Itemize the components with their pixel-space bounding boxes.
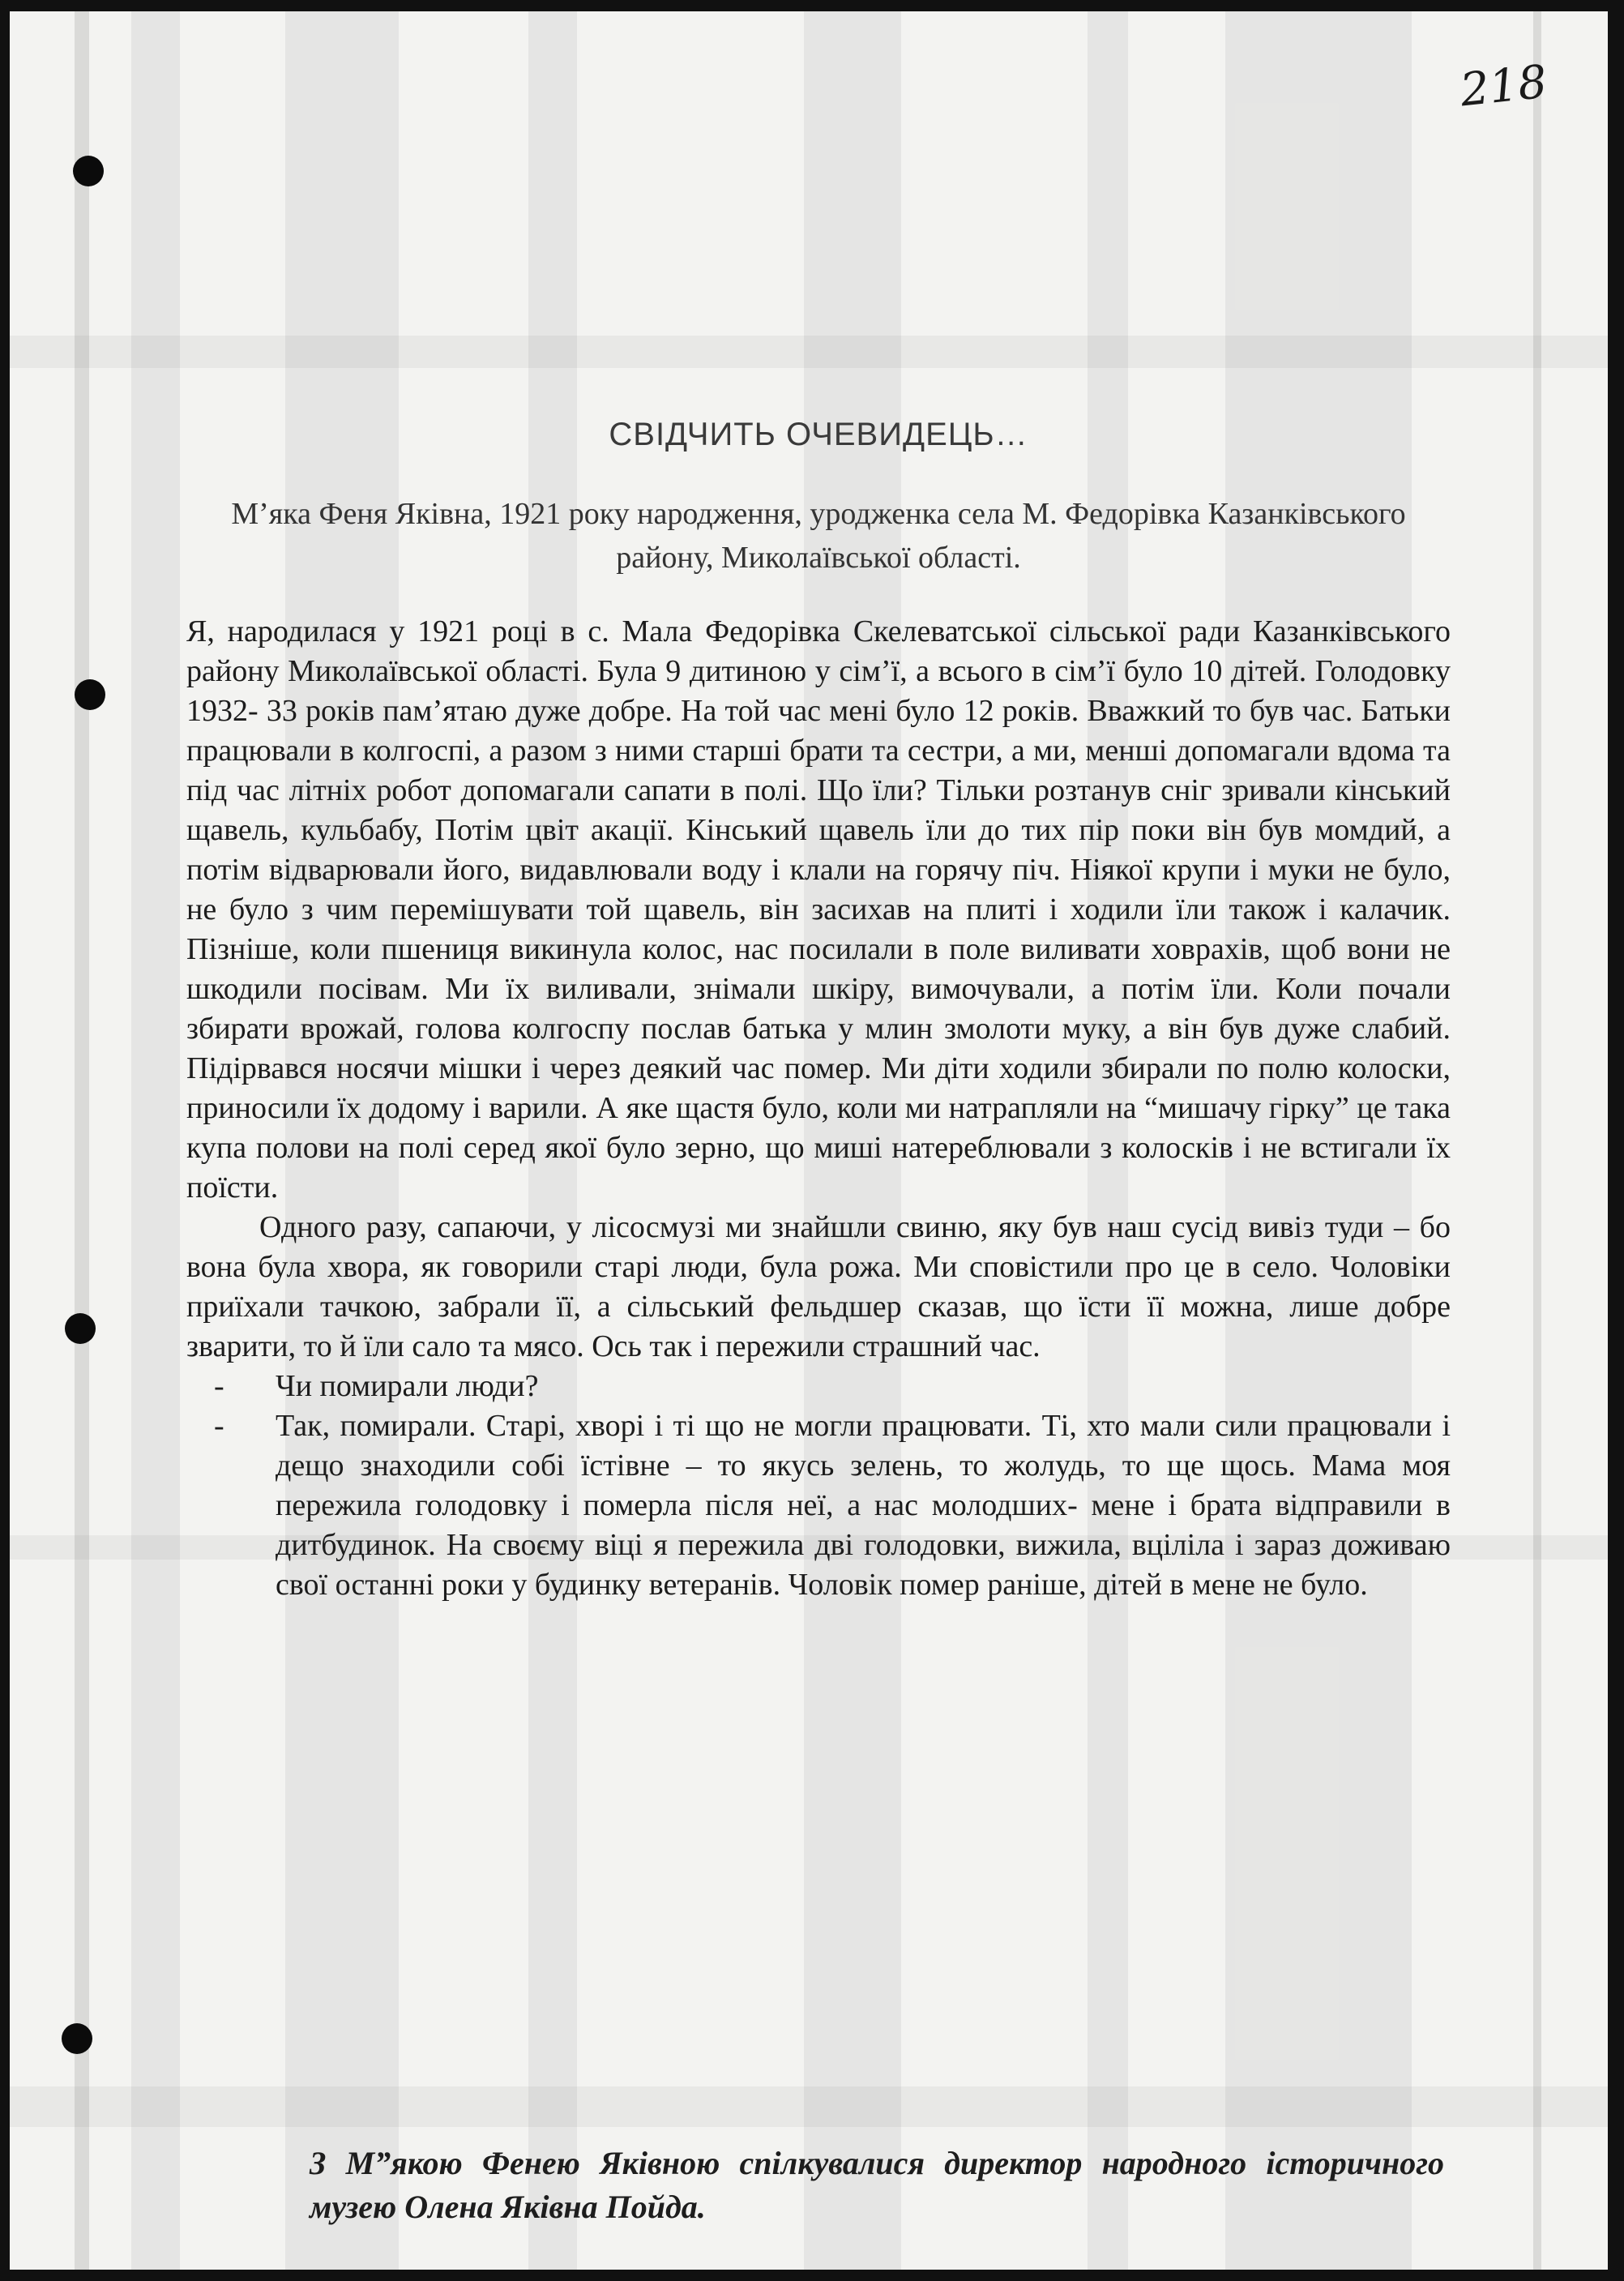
subtitle: М’яка Феня Яківна, 1921 року народження, уродженка села М. Федорівка Казанківського району, Миколаївської області. [231, 497, 1406, 575]
dialog-dash: - [214, 1409, 224, 1443]
page-title: СВІДЧИТЬ ОЧЕВИДЕЦЬ… [609, 417, 1028, 452]
punch-hole [62, 2023, 92, 2054]
copy-streak [10, 336, 1608, 368]
handwritten-page-number: 218 [1457, 55, 1549, 118]
paragraph: Я, народилася у 1921 році в с. Мала Федорівка Скелеватської сільської ради Казанківського району Миколаївської області. Була 9 дитиною у сім’ї, а всього в сім’ї було 10 дітей. Голодовку 1932- 33 років пам’ятаю дуже добре. На той час мені було 12 років. Вважкий то був час. Батьки працювали в колгоспі, а разом з ними старші брати та сестри, а ми, менші допомагали вдома та під час літніх робот допомагали сапати в полі. Що їли? Тільки розтанув сніг зривали кінський щавель, кульбабу, Потім цвіт акації. Кінський щавель їли до тих пір поки він був момдий, а потім відварювали його, видавлювали воду і клали на горячу піч. Ніякої крупи і муки не було, не було з чим перемішувати той щавель, він засихав на плиті і ходили їли також і калачик. Пізніше, коли пшениця викинула колос, нас посилали в поле виливати ховрахів, щоб вони не шкодили посівам. Ми їх виливали, знімали шкіру, вимочували, а потім їли. Коли почали збирати врожай, голова колгоспу послав батька у млин змолоти муку, а він був дуже слабий. Підірвався носячи мішки і через деякий час помер. Ми діти ходили збирали по полю колоски, приносили їх додому і варили. А яке щастя було, коли ми натрапляли на “мишачу гірку” це така купа полови на полі серед якої було зерно, що миші натереблювали з колосків і не встигали їх поїсти. [186, 614, 1451, 1205]
dialog-dash: - [214, 1369, 224, 1403]
punch-hole [65, 1313, 96, 1344]
document-page [10, 11, 1608, 2270]
footer-note: З М”якою Фенею Яківною спілкувалися директор народного історичного музею Олена Яківна Пойда. [310, 2145, 1444, 2225]
punch-hole [75, 679, 105, 710]
dialog-list [186, 1367, 1451, 1605]
punch-hole [73, 156, 104, 186]
document-content [186, 400, 1451, 1605]
dialog-answer: Так, помирали. Старі, хворі і ті що не могли працювати. Ті, хто мали сили працювали і дещо знаходили собі їстівне – то якусь зелень, то жолудь, то ще щось. Мама моя пережила голодовку і померла після неї, а нас молодших- мене і брата відправили в дитбудинок. На своєму віці я пережила дві голодовки, вижила, вціліла і зараз доживаю свої останні роки у будинку ветеранів. Чоловік помер раніше, дітей в мене не було. [276, 1409, 1451, 1602]
dialog-line [186, 1367, 1451, 1406]
copy-streak [10, 2086, 1608, 2127]
paragraph: Одного разу, сапаючи, у лісосмузі ми знайшли свиню, яку був наш сусід вивіз туди – бо вона була хвора, як говорили старі люди, була рожа. Ми сповістили про це в село. Чоловіки приїхали тачкою, забрали її, а сільський фельдшер сказав, що їсти її можна, лише добре зварити, то й їли сало та мясо. Ось так і пережили страшний час. [186, 1210, 1451, 1363]
dialog-line [186, 1406, 1451, 1605]
dialog-question: Чи помирали люди? [276, 1369, 539, 1403]
